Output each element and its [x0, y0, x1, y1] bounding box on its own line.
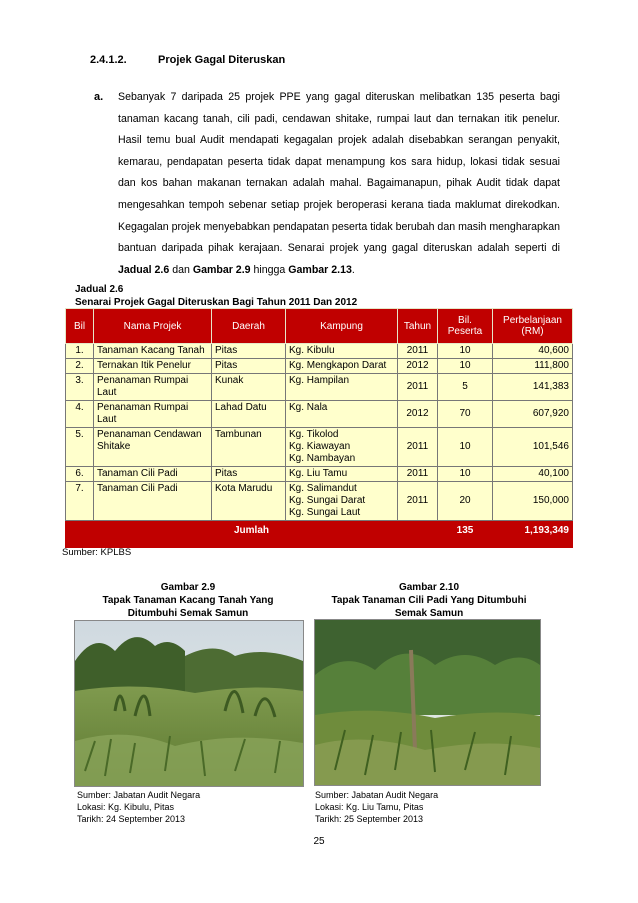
cell-projek: Penanaman Rumpai Laut — [94, 374, 212, 401]
cell-belanja: 150,000 — [493, 482, 573, 521]
figure-1-meta — [77, 789, 200, 825]
cell-daerah: Lahad Datu — [212, 401, 286, 428]
figure-2-location: Lokasi: Kg. Liu Tamu, Pitas — [315, 802, 424, 812]
cell-bil: 3. — [66, 374, 94, 401]
cell-projek: Tanaman Cili Padi — [94, 482, 212, 521]
cell-belanja: 141,383 — [493, 374, 573, 401]
cell-kampung: Kg. Mengkapon Darat — [286, 359, 398, 374]
cell-peserta: 10 — [438, 428, 493, 467]
cell-peserta: 10 — [438, 467, 493, 482]
table-label: Jadual 2.6 — [75, 284, 124, 295]
figure-1-caption — [88, 581, 288, 620]
total-label: Jumlah — [66, 521, 438, 541]
ref-jadual: Jadual 2.6 — [118, 263, 170, 276]
figure-1-number: Gambar 2.9 — [160, 582, 216, 593]
figure-1-photo — [74, 620, 304, 787]
cell-tahun: 2011 — [398, 344, 438, 359]
table-row — [66, 359, 573, 374]
cell-daerah: Kunak — [212, 374, 286, 401]
cell-belanja: 607,920 — [493, 401, 573, 428]
ref-gambar-end: Gambar 2.13 — [288, 263, 352, 276]
total-peserta: 135 — [438, 521, 493, 541]
cell-kampung: Kg. Hampilan — [286, 374, 398, 401]
col-header-belanja: Perbelanjaan (RM) — [493, 309, 573, 344]
cell-belanja: 40,600 — [493, 344, 573, 359]
cell-bil: 6. — [66, 467, 94, 482]
section-number: 2.4.1.2. — [90, 54, 127, 66]
table-row — [66, 482, 573, 521]
cell-belanja: 111,800 — [493, 359, 573, 374]
col-header-kampung: Kampung — [286, 309, 398, 344]
col-header-tahun: Tahun — [398, 309, 438, 344]
figure-2-title: Tapak Tanaman Cili Padi Yang Ditumbuhi Semak Samun — [331, 595, 527, 619]
section-title: Projek Gagal Diteruskan — [158, 54, 286, 66]
paragraph-letter: a. — [94, 91, 104, 103]
table-header-row — [66, 309, 573, 344]
cell-bil: 7. — [66, 482, 94, 521]
table-title: Senarai Projek Gagal Diteruskan Bagi Tahun 2011 Dan 2012 — [75, 297, 358, 308]
project-table — [65, 308, 573, 548]
cell-daerah: Tambunan — [212, 428, 286, 467]
figure-1-source: Sumber: Jabatan Audit Negara — [77, 790, 201, 800]
cell-peserta: 70 — [438, 401, 493, 428]
cell-tahun: 2011 — [398, 482, 438, 521]
figure-1-location: Lokasi: Kg. Kibulu, Pitas — [77, 802, 175, 812]
cell-projek: Tanaman Kacang Tanah — [94, 344, 212, 359]
figure-2-number: Gambar 2.10 — [398, 582, 460, 593]
cell-tahun: 2012 — [398, 401, 438, 428]
cell-projek: Penanaman Cendawan Shitake — [94, 428, 212, 467]
figure-2-photo — [314, 619, 541, 786]
cell-bil: 4. — [66, 401, 94, 428]
figure-2-meta — [315, 789, 438, 825]
table-bottom-band — [66, 541, 573, 548]
cell-daerah: Kota Marudu — [212, 482, 286, 521]
table-row — [66, 344, 573, 359]
cell-projek: Tanaman Cili Padi — [94, 467, 212, 482]
page-number: 25 — [313, 836, 325, 847]
table-source: Sumber: KPLBS — [62, 547, 132, 558]
paragraph-body: Sebanyak 7 daripada 25 projek PPE yang gagal diteruskan melibatkan 135 peserta bagi tanaman kacang tanah, cili padi, cendawan shitake, rumpai laut dan ternakan itik penelur. Hasil temu bual Audit mendapati kegagalan projek adalah disebabkan serangan penyakit, kemarau, pendapatan peserta tidak dapat menampung kos sara hidup, lokasi tidak sesuai dan kos bahan makanan ternakan adalah mahal. Bagaimanapun, pihak Audit tidak dapat mengesahkan tempoh sebenar setiap projek beroperasi kerana tiada maklumat direkodkan. Kegagalan projek menyebabkan pendapatan peserta tidak berubah dan masih mengharapkan bantuan daripada pihak kerajaan. Senarai projek yang gagal diteruskan adalah seperti di Jadual 2.6 dan Gambar 2.9 hingga Gambar 2.13. — [118, 91, 560, 276]
cell-bil: 2. — [66, 359, 94, 374]
cell-kampung: Kg. Tikolod Kg. Kiawayan Kg. Nambayan — [286, 428, 398, 467]
cell-tahun: 2011 — [398, 428, 438, 467]
col-header-daerah: Daerah — [212, 309, 286, 344]
cell-bil: 1. — [66, 344, 94, 359]
table-row — [66, 401, 573, 428]
cell-peserta: 20 — [438, 482, 493, 521]
cell-tahun: 2011 — [398, 374, 438, 401]
table-row — [66, 428, 573, 467]
cell-belanja: 101,546 — [493, 428, 573, 467]
figure-2-date: Tarikh: 25 September 2013 — [315, 814, 424, 824]
table-row — [66, 374, 573, 401]
cell-kampung: Kg. Salimandut Kg. Sungai Darat Kg. Sungai Laut — [286, 482, 398, 521]
figure-2-source: Sumber: Jabatan Audit Negara — [315, 790, 439, 800]
cell-bil: 5. — [66, 428, 94, 467]
cell-projek: Penanaman Rumpai Laut — [94, 401, 212, 428]
figure-1-date: Tarikh: 24 September 2013 — [77, 814, 186, 824]
col-header-peserta: Bil. Peserta — [438, 309, 493, 344]
cell-kampung: Kg. Nala — [286, 401, 398, 428]
table-caption — [75, 283, 357, 309]
col-header-projek: Nama Projek — [94, 309, 212, 344]
figure-2-caption — [316, 581, 542, 620]
cell-daerah: Pitas — [212, 467, 286, 482]
ref-gambar-start: Gambar 2.9 — [192, 263, 251, 276]
table-total-row — [66, 521, 573, 541]
total-belanja: 1,193,349 — [493, 521, 573, 541]
cell-projek: Ternakan Itik Penelur — [94, 359, 212, 374]
cell-kampung: Kg. Kibulu — [286, 344, 398, 359]
cell-daerah: Pitas — [212, 344, 286, 359]
cell-tahun: 2011 — [398, 467, 438, 482]
cell-kampung: Kg. Liu Tamu — [286, 467, 398, 482]
cell-daerah: Pitas — [212, 359, 286, 374]
figure-1-title: Tapak Tanaman Kacang Tanah Yang Ditumbuhi Semak Samun — [102, 595, 274, 619]
col-header-bil: Bil — [66, 309, 94, 344]
table-row — [66, 467, 573, 482]
cell-peserta: 10 — [438, 359, 493, 374]
cell-tahun: 2012 — [398, 359, 438, 374]
cell-peserta: 10 — [438, 344, 493, 359]
cell-belanja: 40,100 — [493, 467, 573, 482]
cell-peserta: 5 — [438, 374, 493, 401]
